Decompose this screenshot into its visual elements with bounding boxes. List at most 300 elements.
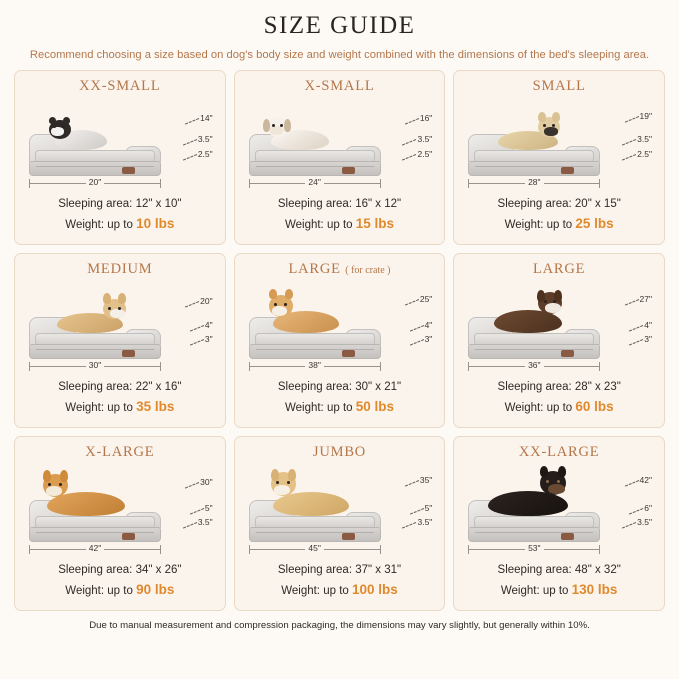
dim-height-mid (644, 503, 652, 513)
leader-line (183, 139, 197, 146)
dim-cap-left (468, 362, 469, 371)
dim-value: 30" (200, 477, 213, 487)
dog-ear (558, 466, 566, 477)
sleeping-area-value: 12" x 10" (135, 198, 182, 210)
dim-value: 53" (525, 543, 543, 553)
leader-line (185, 301, 199, 308)
weight-value: 25 lbs (575, 215, 614, 231)
leader-line (185, 482, 199, 489)
card-specs (243, 196, 437, 235)
dim-value: 45" (305, 543, 323, 553)
dim-cap-left (249, 179, 250, 188)
dog-ear (63, 117, 70, 124)
sleeping-area-value: 22" x 16" (135, 381, 182, 393)
dog-ear (540, 466, 548, 477)
dog-ear (60, 470, 68, 482)
sleeping-area-label: Sleeping area: (58, 381, 133, 393)
dim-value: 19" (639, 111, 652, 121)
dim-value: 5" (424, 503, 433, 513)
dim-value: 3" (424, 334, 433, 344)
weight-value: 35 lbs (136, 398, 175, 414)
size-card (234, 253, 446, 428)
weight-label: Weight: (65, 218, 105, 231)
dim-cap-right (160, 362, 161, 371)
dog-bed-illustration (249, 305, 381, 359)
dim-value: 42" (639, 475, 652, 485)
bed-base (249, 527, 381, 542)
dim-value: 4" (204, 320, 213, 330)
dog-eye (544, 300, 547, 303)
bed-base (29, 527, 161, 542)
dog-illustration (273, 311, 339, 333)
dim-value: 4" (644, 320, 652, 330)
dim-cap-right (380, 179, 381, 188)
weight-value: 15 lbs (355, 215, 395, 231)
dog-bed-illustration (29, 305, 161, 359)
dog-head (271, 472, 296, 496)
sleeping-area-value: 37" x 31" (355, 564, 402, 576)
bed-brand-tag (122, 167, 135, 174)
sleeping-area-label: Sleeping area: (58, 198, 133, 210)
leader-line (624, 116, 638, 123)
dim-value: 36" (525, 360, 543, 370)
dog-snout (544, 127, 558, 136)
size-card (453, 70, 665, 245)
weight-label: Weight: (281, 584, 320, 597)
card-size-note: ( for crate ) (345, 265, 391, 276)
dog-eye (552, 124, 555, 127)
dim-width (249, 360, 381, 370)
dog-head (538, 117, 560, 137)
bed-brand-tag (561, 167, 574, 174)
dim-value: 3.5" (197, 517, 213, 527)
sleeping-area-label: Sleeping area: (277, 564, 353, 576)
leader-line (622, 139, 636, 146)
sleeping-area-label: Sleeping area: (497, 198, 572, 210)
dim-cap-left (249, 545, 250, 554)
dog-eye (280, 124, 283, 127)
bed-brand-tag (122, 350, 135, 357)
dim-cap-left (29, 362, 30, 371)
card-specs (462, 379, 656, 418)
dog-illustration (498, 131, 558, 150)
leader-line (405, 480, 419, 487)
dim-height-base (417, 149, 432, 159)
weight-row (243, 397, 437, 418)
disclaimer-note: Due to manual measurement and compression packaging, the dimensions may vary slightly, but generally within 10%. (89, 620, 590, 631)
leader-line (624, 480, 638, 487)
sleeping-area-row (462, 562, 656, 580)
dim-value: 3.5" (417, 134, 433, 144)
dim-height-back (420, 294, 432, 304)
bed-base (468, 527, 600, 542)
card-title (23, 261, 217, 278)
leader-line (185, 118, 199, 125)
card-size-name: XX-SMALL (79, 78, 161, 94)
card-size-name: XX-LARGE (518, 444, 600, 460)
dim-value: 14" (200, 113, 213, 123)
size-card (14, 70, 226, 245)
sleeping-area-label: Sleeping area: (497, 381, 572, 393)
card-size-name: LARGE (532, 261, 586, 277)
card-title (462, 261, 656, 278)
dim-value: 42" (86, 543, 104, 553)
dim-cap-left (29, 545, 30, 554)
dim-height-base (417, 517, 432, 527)
leader-line (190, 325, 204, 332)
weight-value: 100 lbs (351, 581, 398, 597)
size-card (453, 436, 665, 611)
weight-prefix: up to (326, 218, 353, 231)
leader-line (409, 325, 423, 332)
dog-ear (538, 112, 546, 122)
dim-height-mid (205, 503, 213, 513)
weight-prefix: up to (323, 584, 349, 597)
dog-eye (272, 124, 275, 127)
bed-base (29, 161, 161, 176)
dim-height-back (420, 475, 432, 485)
card-specs (243, 562, 437, 601)
dog-snout (274, 485, 290, 495)
leader-line (183, 154, 197, 161)
dog-illustration (57, 313, 123, 333)
dim-value: 3" (644, 334, 652, 344)
card-title (462, 444, 656, 461)
bed-figure (243, 97, 437, 190)
dim-value: 3.5" (637, 517, 652, 527)
weight-value: 10 lbs (136, 215, 175, 231)
dim-height-mid (205, 320, 213, 330)
leader-line (629, 325, 643, 332)
dim-height-mid (417, 134, 432, 144)
sleeping-area-row (243, 379, 437, 397)
dim-value: 24" (305, 177, 323, 187)
dim-height-back (200, 113, 212, 123)
weight-value: 90 lbs (136, 581, 175, 597)
weight-value: 130 lbs (571, 581, 618, 597)
dim-height-base (425, 334, 433, 344)
dim-height-base (644, 334, 652, 344)
dim-value: 3.5" (417, 517, 433, 527)
dim-height-back (200, 477, 212, 487)
sleeping-area-value: 48" x 32" (574, 564, 621, 576)
dim-height-mid (637, 134, 652, 144)
size-card (234, 70, 446, 245)
bed-brand-tag (561, 533, 574, 540)
dim-height-back (640, 475, 652, 485)
dim-height-back (200, 296, 212, 306)
leader-line (190, 508, 204, 515)
dim-value: 4" (424, 320, 433, 330)
dog-ear (288, 469, 296, 481)
dog-bed-illustration (468, 305, 600, 359)
leader-line (405, 299, 419, 306)
dog-ear (43, 470, 51, 482)
leader-line (629, 508, 643, 515)
dog-eye (48, 483, 51, 486)
weight-prefix: up to (542, 584, 569, 597)
card-title (462, 78, 656, 95)
dim-value: 25" (419, 294, 433, 304)
dog-ear (271, 469, 279, 481)
weight-prefix: up to (326, 401, 353, 414)
weight-row (23, 214, 217, 235)
sleeping-area-row (23, 196, 217, 214)
dim-height-base (637, 149, 652, 159)
dog-head (538, 292, 562, 314)
dim-height-mid (425, 503, 433, 513)
sleeping-area-value: 16" x 12" (355, 198, 402, 210)
dim-width (468, 177, 600, 187)
dim-value: 20" (86, 177, 104, 187)
dim-width (249, 543, 381, 553)
sleeping-area-label: Sleeping area: (58, 564, 133, 576)
dog-ear (263, 119, 270, 132)
dog-eye (287, 481, 290, 484)
leader-line (183, 522, 197, 529)
card-specs (23, 196, 217, 235)
bed-brand-tag (561, 350, 574, 357)
dim-cap-right (599, 179, 600, 188)
dog-eye (284, 303, 287, 306)
weight-row (243, 580, 437, 601)
dog-snout (46, 486, 62, 496)
card-specs (462, 562, 656, 601)
bed-brand-tag (342, 167, 355, 174)
dim-value: 38" (305, 360, 323, 370)
dog-illustration (55, 130, 107, 150)
dog-snout (51, 127, 64, 136)
bed-base (249, 161, 381, 176)
weight-row (243, 214, 437, 235)
dim-value: 2.5" (637, 149, 652, 159)
size-card (14, 253, 226, 428)
weight-prefix: up to (107, 218, 133, 231)
card-size-name: X-LARGE (85, 444, 155, 460)
bed-brand-tag (122, 533, 135, 540)
card-size-name: JUMBO (312, 444, 367, 460)
weight-label: Weight: (65, 401, 105, 414)
dog-head (540, 471, 566, 495)
dim-cap-right (599, 362, 600, 371)
dog-head (269, 295, 293, 317)
weight-row (462, 580, 656, 601)
leader-line (402, 522, 416, 529)
weight-row (462, 214, 656, 235)
dog-eye (118, 307, 121, 310)
dim-height-back (420, 113, 432, 123)
sleeping-area-value: 28" x 23" (574, 381, 621, 393)
dim-value: 3.5" (637, 134, 652, 144)
bed-figure (23, 280, 217, 373)
dim-height-mid (425, 320, 433, 330)
dim-value: 5" (204, 503, 213, 513)
dim-cap-left (29, 179, 30, 188)
bed-figure (462, 280, 656, 373)
dog-ear (118, 293, 126, 304)
sleeping-area-row (23, 562, 217, 580)
dog-ear (103, 293, 111, 304)
dog-head (49, 120, 71, 139)
leader-line (402, 139, 416, 146)
dim-height-mid (644, 320, 652, 330)
dim-width (468, 543, 600, 553)
bed-figure (243, 280, 437, 373)
dog-illustration (47, 492, 125, 516)
card-size-name: LARGE (288, 261, 341, 277)
dim-height-back (640, 111, 652, 121)
dim-value: 16" (419, 113, 433, 123)
size-card (234, 436, 446, 611)
sleeping-area-label: Sleeping area: (497, 564, 572, 576)
dim-value: 2.5" (197, 149, 213, 159)
dog-bed-illustration (249, 122, 381, 176)
bed-base (29, 344, 161, 359)
size-card (14, 436, 226, 611)
sleeping-area-row (23, 379, 217, 397)
dim-height-base (198, 517, 213, 527)
card-title (23, 78, 217, 95)
dim-height-back (640, 294, 652, 304)
dim-width (29, 543, 161, 553)
dog-eye (274, 303, 277, 306)
dim-width (29, 360, 161, 370)
bed-figure (243, 463, 437, 556)
bed-figure (462, 463, 656, 556)
leader-line (622, 522, 636, 529)
dim-cap-left (468, 545, 469, 554)
dim-height-base (205, 334, 213, 344)
dog-ear (284, 119, 291, 132)
dim-cap-right (380, 545, 381, 554)
dim-width (29, 177, 161, 187)
dog-eye (53, 125, 56, 128)
bed-base (249, 344, 381, 359)
weight-label: Weight: (504, 401, 544, 414)
dim-cap-right (160, 179, 161, 188)
page-subtitle: Recommend choosing a size based on dog's body size and weight combined with the dimensions of the bed's sleeping area. (29, 49, 650, 61)
weight-row (23, 397, 217, 418)
weight-label: Weight: (500, 584, 540, 597)
dog-head (103, 299, 126, 319)
size-card-grid (14, 70, 665, 611)
bed-base (468, 161, 600, 176)
weight-prefix: up to (546, 218, 573, 231)
bed-figure (462, 97, 656, 190)
sleeping-area-value: 30" x 21" (355, 381, 402, 393)
dog-illustration (494, 310, 562, 333)
leader-line (624, 299, 638, 306)
dog-illustration (488, 491, 568, 516)
dog-eye (62, 125, 65, 128)
dog-head (43, 474, 68, 497)
sleeping-area-value: 20" x 15" (574, 198, 621, 210)
dim-width (249, 177, 381, 187)
dim-value: 30" (86, 360, 104, 370)
dog-illustration (271, 130, 329, 150)
leader-line (402, 154, 416, 161)
dog-bed-illustration (468, 122, 600, 176)
dim-value: 35" (419, 475, 433, 485)
bed-figure (23, 97, 217, 190)
bed-brand-tag (342, 533, 355, 540)
dog-ear (49, 117, 56, 124)
dog-snout (548, 484, 565, 494)
dim-value: 6" (644, 503, 652, 513)
weight-prefix: up to (107, 401, 133, 414)
weight-row (462, 397, 656, 418)
card-title (243, 78, 437, 95)
dog-ear (269, 289, 277, 299)
leader-line (622, 154, 636, 161)
leader-line (409, 339, 423, 346)
dim-value: 3" (204, 334, 213, 344)
dog-snout (270, 126, 283, 135)
weight-prefix: up to (546, 401, 573, 414)
dog-illustration (273, 492, 349, 516)
size-card (453, 253, 665, 428)
dog-eye (546, 480, 549, 483)
sleeping-area-label: Sleeping area: (277, 381, 353, 393)
dog-bed-illustration (29, 488, 161, 542)
leader-line (629, 339, 643, 346)
dim-cap-right (599, 545, 600, 554)
dim-value: 2.5" (417, 149, 433, 159)
sleeping-area-label: Sleeping area: (277, 198, 353, 210)
dim-value: 20" (200, 296, 213, 306)
dog-ear (285, 289, 293, 299)
dim-height-base (198, 149, 213, 159)
dim-width (468, 360, 600, 370)
leader-line (405, 118, 419, 125)
sleeping-area-row (462, 379, 656, 397)
dim-cap-right (380, 362, 381, 371)
sleeping-area-row (243, 196, 437, 214)
weight-prefix: up to (107, 584, 133, 597)
dog-bed-illustration (249, 488, 381, 542)
weight-value: 50 lbs (355, 398, 395, 414)
dog-eye (276, 481, 279, 484)
dog-snout (272, 306, 287, 316)
card-size-name: X-SMALL (304, 78, 375, 94)
card-specs (23, 562, 217, 601)
weight-value: 60 lbs (575, 398, 614, 414)
weight-label: Weight: (284, 401, 324, 414)
dog-eye (557, 480, 560, 483)
weight-row (23, 580, 217, 601)
leader-line (409, 508, 423, 515)
dim-value: 28" (525, 177, 543, 187)
dim-height-mid (198, 134, 213, 144)
dim-cap-left (468, 179, 469, 188)
page-title: SIZE GUIDE (263, 12, 416, 39)
dog-eye (543, 124, 546, 127)
dim-cap-left (249, 362, 250, 371)
bed-brand-tag (342, 350, 355, 357)
sleeping-area-row (462, 196, 656, 214)
dog-eye (108, 307, 111, 310)
weight-label: Weight: (284, 218, 324, 231)
card-title (23, 444, 217, 461)
dog-bed-illustration (468, 488, 600, 542)
card-specs (23, 379, 217, 418)
sleeping-area-value: 34" x 26" (135, 564, 182, 576)
dog-head (267, 117, 289, 137)
dim-value: 3.5" (197, 134, 213, 144)
dim-height-base (637, 517, 652, 527)
dim-value: 27" (639, 294, 652, 304)
card-size-name: MEDIUM (87, 261, 153, 277)
